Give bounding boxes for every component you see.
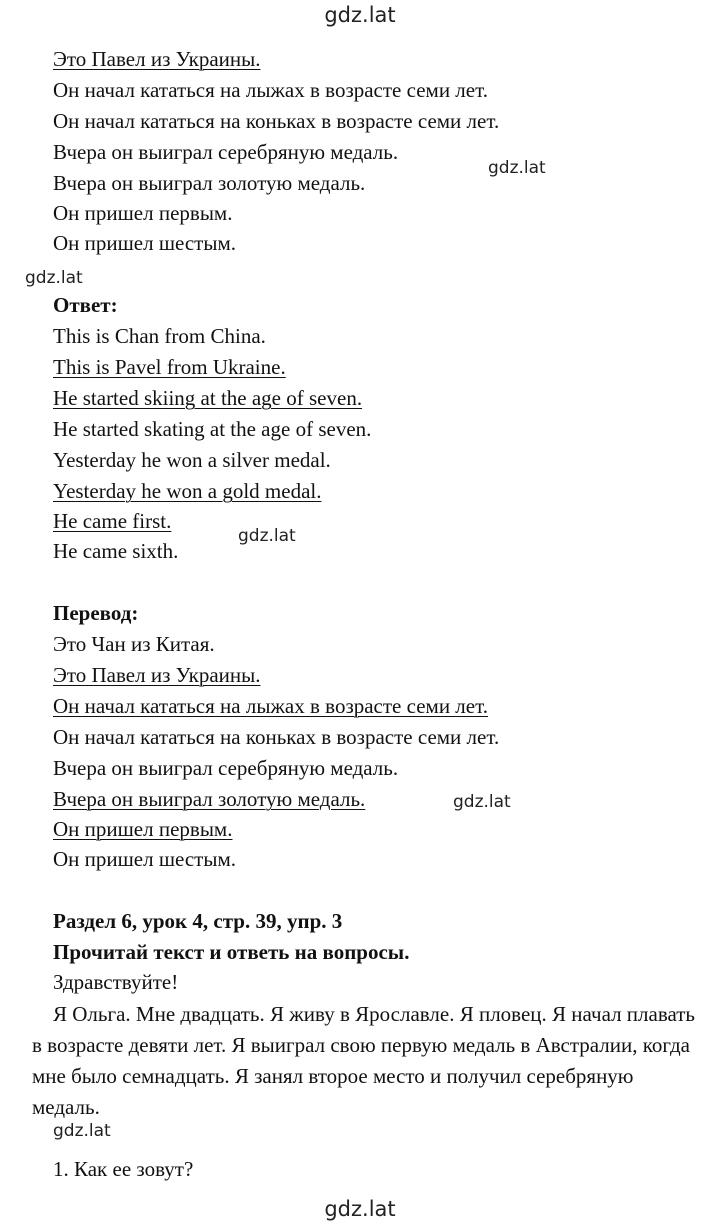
watermark-bottom: gdz.lat (324, 1197, 396, 1221)
question-1: 1. Как ее зовут? (53, 1157, 194, 1181)
answer-line: This is Chan from China. (53, 324, 266, 348)
section-title: Раздел 6, урок 4, стр. 39, упр. 3 (53, 909, 343, 933)
intro-line: Вчера он выиграл серебряную медаль. (53, 140, 399, 164)
intro-line: Вчера он выиграл золотую медаль. (53, 171, 366, 195)
answer-line: Yesterday he won a silver medal. (53, 448, 331, 472)
translation-line: Вчера он выиграл золотую медаль. (53, 787, 366, 811)
watermark-top: gdz.lat (324, 3, 396, 27)
translation-line: Он пришел шестым. (53, 847, 237, 871)
watermark: gdz.lat (53, 1121, 111, 1141)
answer-line: He started skiing at the age of seven. (53, 386, 363, 410)
task-title: Прочитай текст и ответь на вопросы. (53, 940, 410, 964)
answer-line: He came first. (53, 509, 172, 533)
answer-line: This is Pavel from Ukraine. (53, 355, 286, 379)
intro-line: Он пришел первым. (53, 201, 233, 225)
translation-line: Он пришел первым. (53, 817, 233, 841)
story-paragraph: Я Ольга. Мне двадцать. Я живу в Ярославле. Я пловец. Я начал плавать в возрасте девяти лет. Я выиграл свою первую медаль в Австралии, когда мне было семнадцать. Я занял второе место и получил серебряную медаль. (32, 1002, 696, 1119)
translation-heading: Перевод: (53, 601, 139, 625)
answer-heading: Ответ: (53, 293, 118, 317)
intro-line: Он пришел шестым. (53, 231, 237, 255)
watermark: gdz.lat (488, 158, 546, 178)
translation-line: Он начал кататься на коньках в возрасте семи лет. (53, 725, 500, 749)
watermark: gdz.lat (453, 792, 511, 812)
intro-line: Он начал кататься на лыжах в возрасте семи лет. (53, 78, 488, 102)
intro-line: Он начал кататься на коньках в возрасте семи лет. (53, 109, 500, 133)
translation-line: Это Павел из Украины. (53, 663, 261, 687)
intro-line: Это Павел из Украины. (53, 47, 261, 71)
translation-line: Он начал кататься на лыжах в возрасте семи лет. (53, 694, 488, 718)
translation-line: Это Чан из Китая. (53, 632, 215, 656)
answer-line: He started skating at the age of seven. (53, 417, 372, 441)
greeting: Здравствуйте! (53, 970, 179, 994)
watermark: gdz.lat (238, 526, 296, 546)
watermark: gdz.lat (25, 268, 83, 288)
answer-line: Yesterday he won a gold medal. (53, 479, 322, 503)
answer-line: He came sixth. (53, 539, 179, 563)
translation-line: Вчера он выиграл серебряную медаль. (53, 756, 399, 780)
